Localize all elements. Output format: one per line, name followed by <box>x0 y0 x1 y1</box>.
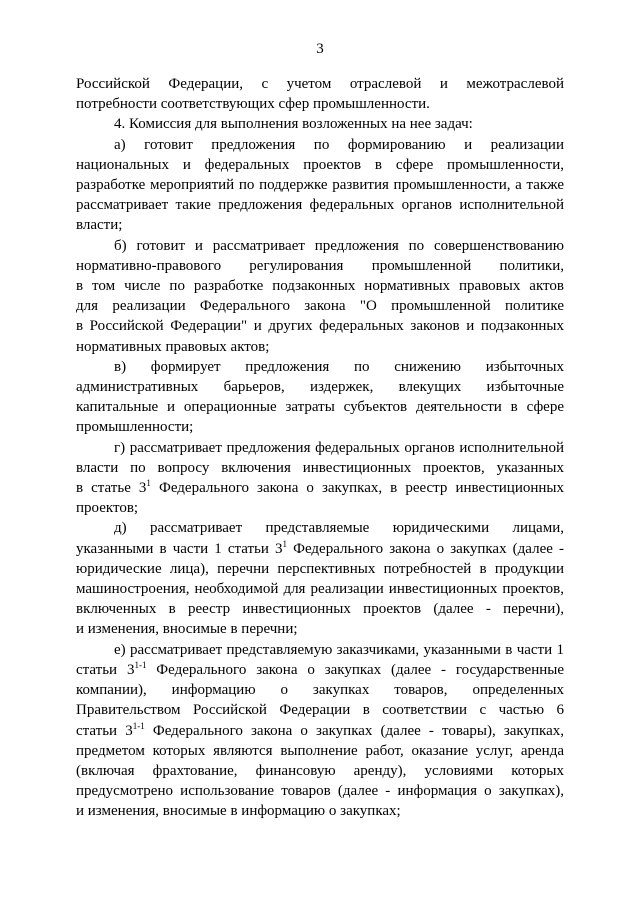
text-line: в) формирует предложения по снижению избыточных <box>114 358 564 375</box>
text-line: национальных и федеральных проектов в сфере промышленности, <box>76 156 564 173</box>
text-line: и изменения, вносимые в перечни; <box>76 621 298 638</box>
text-line: нормативных правовых актов; <box>76 338 270 355</box>
text-line: и изменения, вносимые в информацию о закупках; <box>76 803 401 820</box>
text-line: административных барьеров, издержек, влекущих избыточные <box>76 379 564 396</box>
text-line: предметом которых являются выполнение работ, оказание услуг, аренда <box>76 742 564 759</box>
text-line: 4. Комиссия для выполнения возложенных на нее задач: <box>114 116 473 133</box>
paragraph <box>76 357 564 438</box>
text-line: власти по вопросу включения инвестиционных проектов, указанных <box>76 459 564 476</box>
text-line: статьи 3$^{1-1}$ Федерального закона о закупках (далее - товары), закупках, <box>76 720 565 739</box>
text-line: промышленности; <box>76 419 194 436</box>
paragraph <box>76 640 564 822</box>
text-line: (включая фрахтование, финансовую аренду), условиями которых <box>76 762 564 779</box>
text-line: е) рассматривает представляемую заказчиками, указанными в части 1 <box>114 641 564 658</box>
text-line: для реализации Федерального закона "О промышленной политике <box>76 298 564 315</box>
text-line: статьи 3$^{1-1}$ Федерального закона о закупках (далее - государственные <box>76 659 564 678</box>
text-line: а) готовит предложения по формированию и реализации <box>114 136 564 153</box>
text-line: капитальные и операционные затраты субъектов деятельности в сфере <box>76 399 564 416</box>
text-line: машиностроения, необходимой для реализации инвестиционных проектов, <box>76 581 564 598</box>
text-line: д) рассматривает представляемые юридическими лицами, <box>114 520 564 537</box>
text-line: юридические лица), перечни перспективных потребностей в продукции <box>76 560 564 577</box>
text-line: проектов; <box>76 500 139 517</box>
text-line: включенных в реестр инвестиционных проектов (далее - перечни), <box>76 601 564 618</box>
text-line: рассматривает такие предложения федеральных органов исполнительной <box>76 197 564 214</box>
paragraph <box>76 438 564 519</box>
text-line: разработке мероприятий по поддержке развития промышленности, а также <box>76 177 564 194</box>
paragraph <box>76 74 564 114</box>
text-line: указанными в части 1 статьи $3^1$ Федерального закона о закупках (далее - <box>76 538 564 557</box>
text-line: предусмотрено использование товаров (далее - информация о закупках), <box>76 783 564 800</box>
text-line: в том числе по разработке подзаконных нормативных правовых актов <box>76 278 564 295</box>
paragraph <box>76 518 564 639</box>
page-number: 3 <box>316 41 324 57</box>
text-line: г) рассматривает предложения федеральных органов исполнительной <box>114 439 564 456</box>
text-line: нормативно-правового регулирования промышленной политики, <box>76 257 564 274</box>
document-body <box>76 74 564 822</box>
paragraph <box>76 114 564 134</box>
paragraph <box>76 236 564 357</box>
paragraph <box>76 135 564 236</box>
text-line: Правительством Российской Федерации в соответствии с частью 6 <box>76 702 564 719</box>
text-line: б) готовит и рассматривает предложения по совершенствованию <box>114 237 564 254</box>
text-line: Российской Федерации, с учетом отраслевой и межотраслевой <box>76 76 564 92</box>
text-line: компании), информацию о закупках товаров, определенных <box>76 682 564 699</box>
text-line: в Российской Федерации" и других федеральных законов и подзаконных <box>76 318 564 335</box>
text-line: власти; <box>76 217 123 234</box>
text-line: в статье $3^1$ Федерального закона о закупках, в реестр инвестиционных <box>76 478 564 497</box>
text-line: потребности соответствующих сфер промышленности. <box>76 96 430 113</box>
